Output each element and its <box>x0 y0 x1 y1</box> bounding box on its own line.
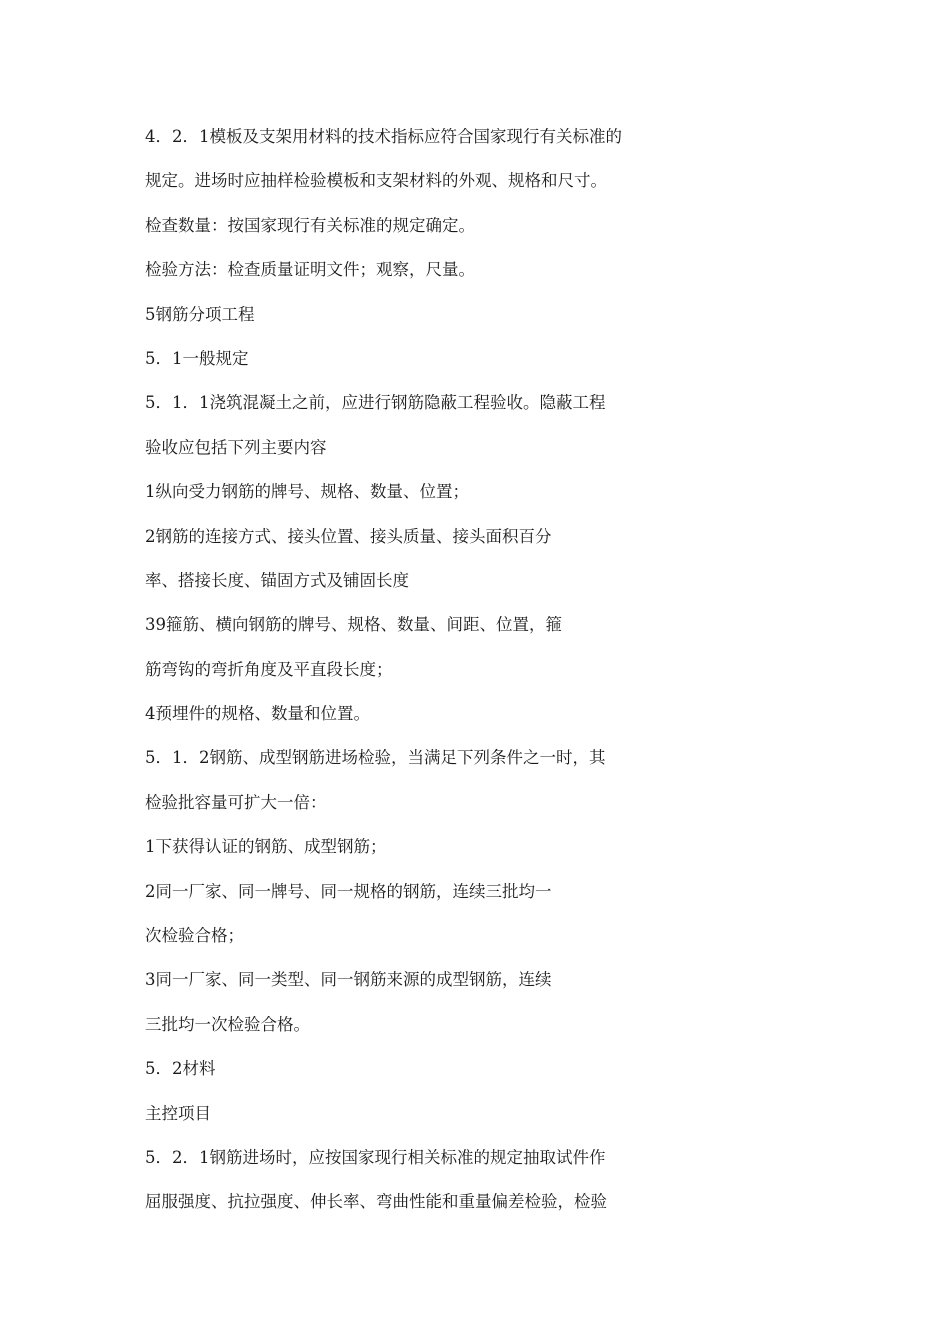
text-line: 5．1．1浇筑混凝土之前，应进行钢筋隐蔽工程验收。隐蔽工程 <box>145 393 606 413</box>
list-item: 4预埋件的规格、数量和位置。 <box>145 704 370 724</box>
text-line: 4．2．1模板及支架用材料的技术指标应符合国家现行有关标准的 <box>145 127 622 146</box>
subsection-heading: 5．1一般规定 <box>145 348 249 368</box>
list-item: 1纵向受力钢筋的牌号、规格、数量、位置； <box>145 482 469 502</box>
text-line: 三批均一次检验合格。 <box>145 1014 310 1034</box>
text-line: 筋弯钩的弯折角度及平直段长度； <box>145 659 393 679</box>
text-line: 检查数量：按国家现行有关标准的规定确定。 <box>145 215 475 235</box>
list-item: 39箍筋、横向钢筋的牌号、规格、数量、间距、位置，箍 <box>145 615 562 635</box>
subheading: 主控项目 <box>145 1103 211 1123</box>
list-item: 1下获得认证的钢筋、成型钢筋； <box>145 837 387 857</box>
text-line: 规定。进场时应抽样检验模板和支架材料的外观、规格和尺寸。 <box>145 171 607 191</box>
document-body <box>145 122 865 1232</box>
text-line: 5．2．1钢筋进场时，应按国家现行相关标准的规定抽取试件作 <box>145 1147 606 1167</box>
text-line: 检验批容量可扩大一倍： <box>145 792 327 812</box>
text-line: 率、搭接长度、锚固方式及铺固长度 <box>145 570 409 590</box>
list-item: 2同一厂家、同一牌号、同一规格的钢筋，连续三批均一 <box>145 881 552 901</box>
section-heading: 5钢筋分项工程 <box>145 304 255 324</box>
text-line: 屈服强度、抗拉强度、伸长率、弯曲性能和重量偏差检验，检验 <box>145 1192 607 1212</box>
list-item: 3同一厂家、同一类型、同一钢筋来源的成型钢筋，连续 <box>145 970 552 990</box>
list-item: 2钢筋的连接方式、接头位置、接头质量、接头面积百分 <box>145 526 552 546</box>
text-line: 检验方法：检查质量证明文件；观察，尺量。 <box>145 260 475 280</box>
subsection-heading: 5．2材料 <box>145 1059 216 1079</box>
text-line: 5．1．2钢筋、成型钢筋进场检验，当满足下列条件之一时，其 <box>145 748 606 768</box>
text-line: 次检验合格； <box>145 926 244 946</box>
text-line: 验收应包括下列主要内容 <box>145 437 327 457</box>
